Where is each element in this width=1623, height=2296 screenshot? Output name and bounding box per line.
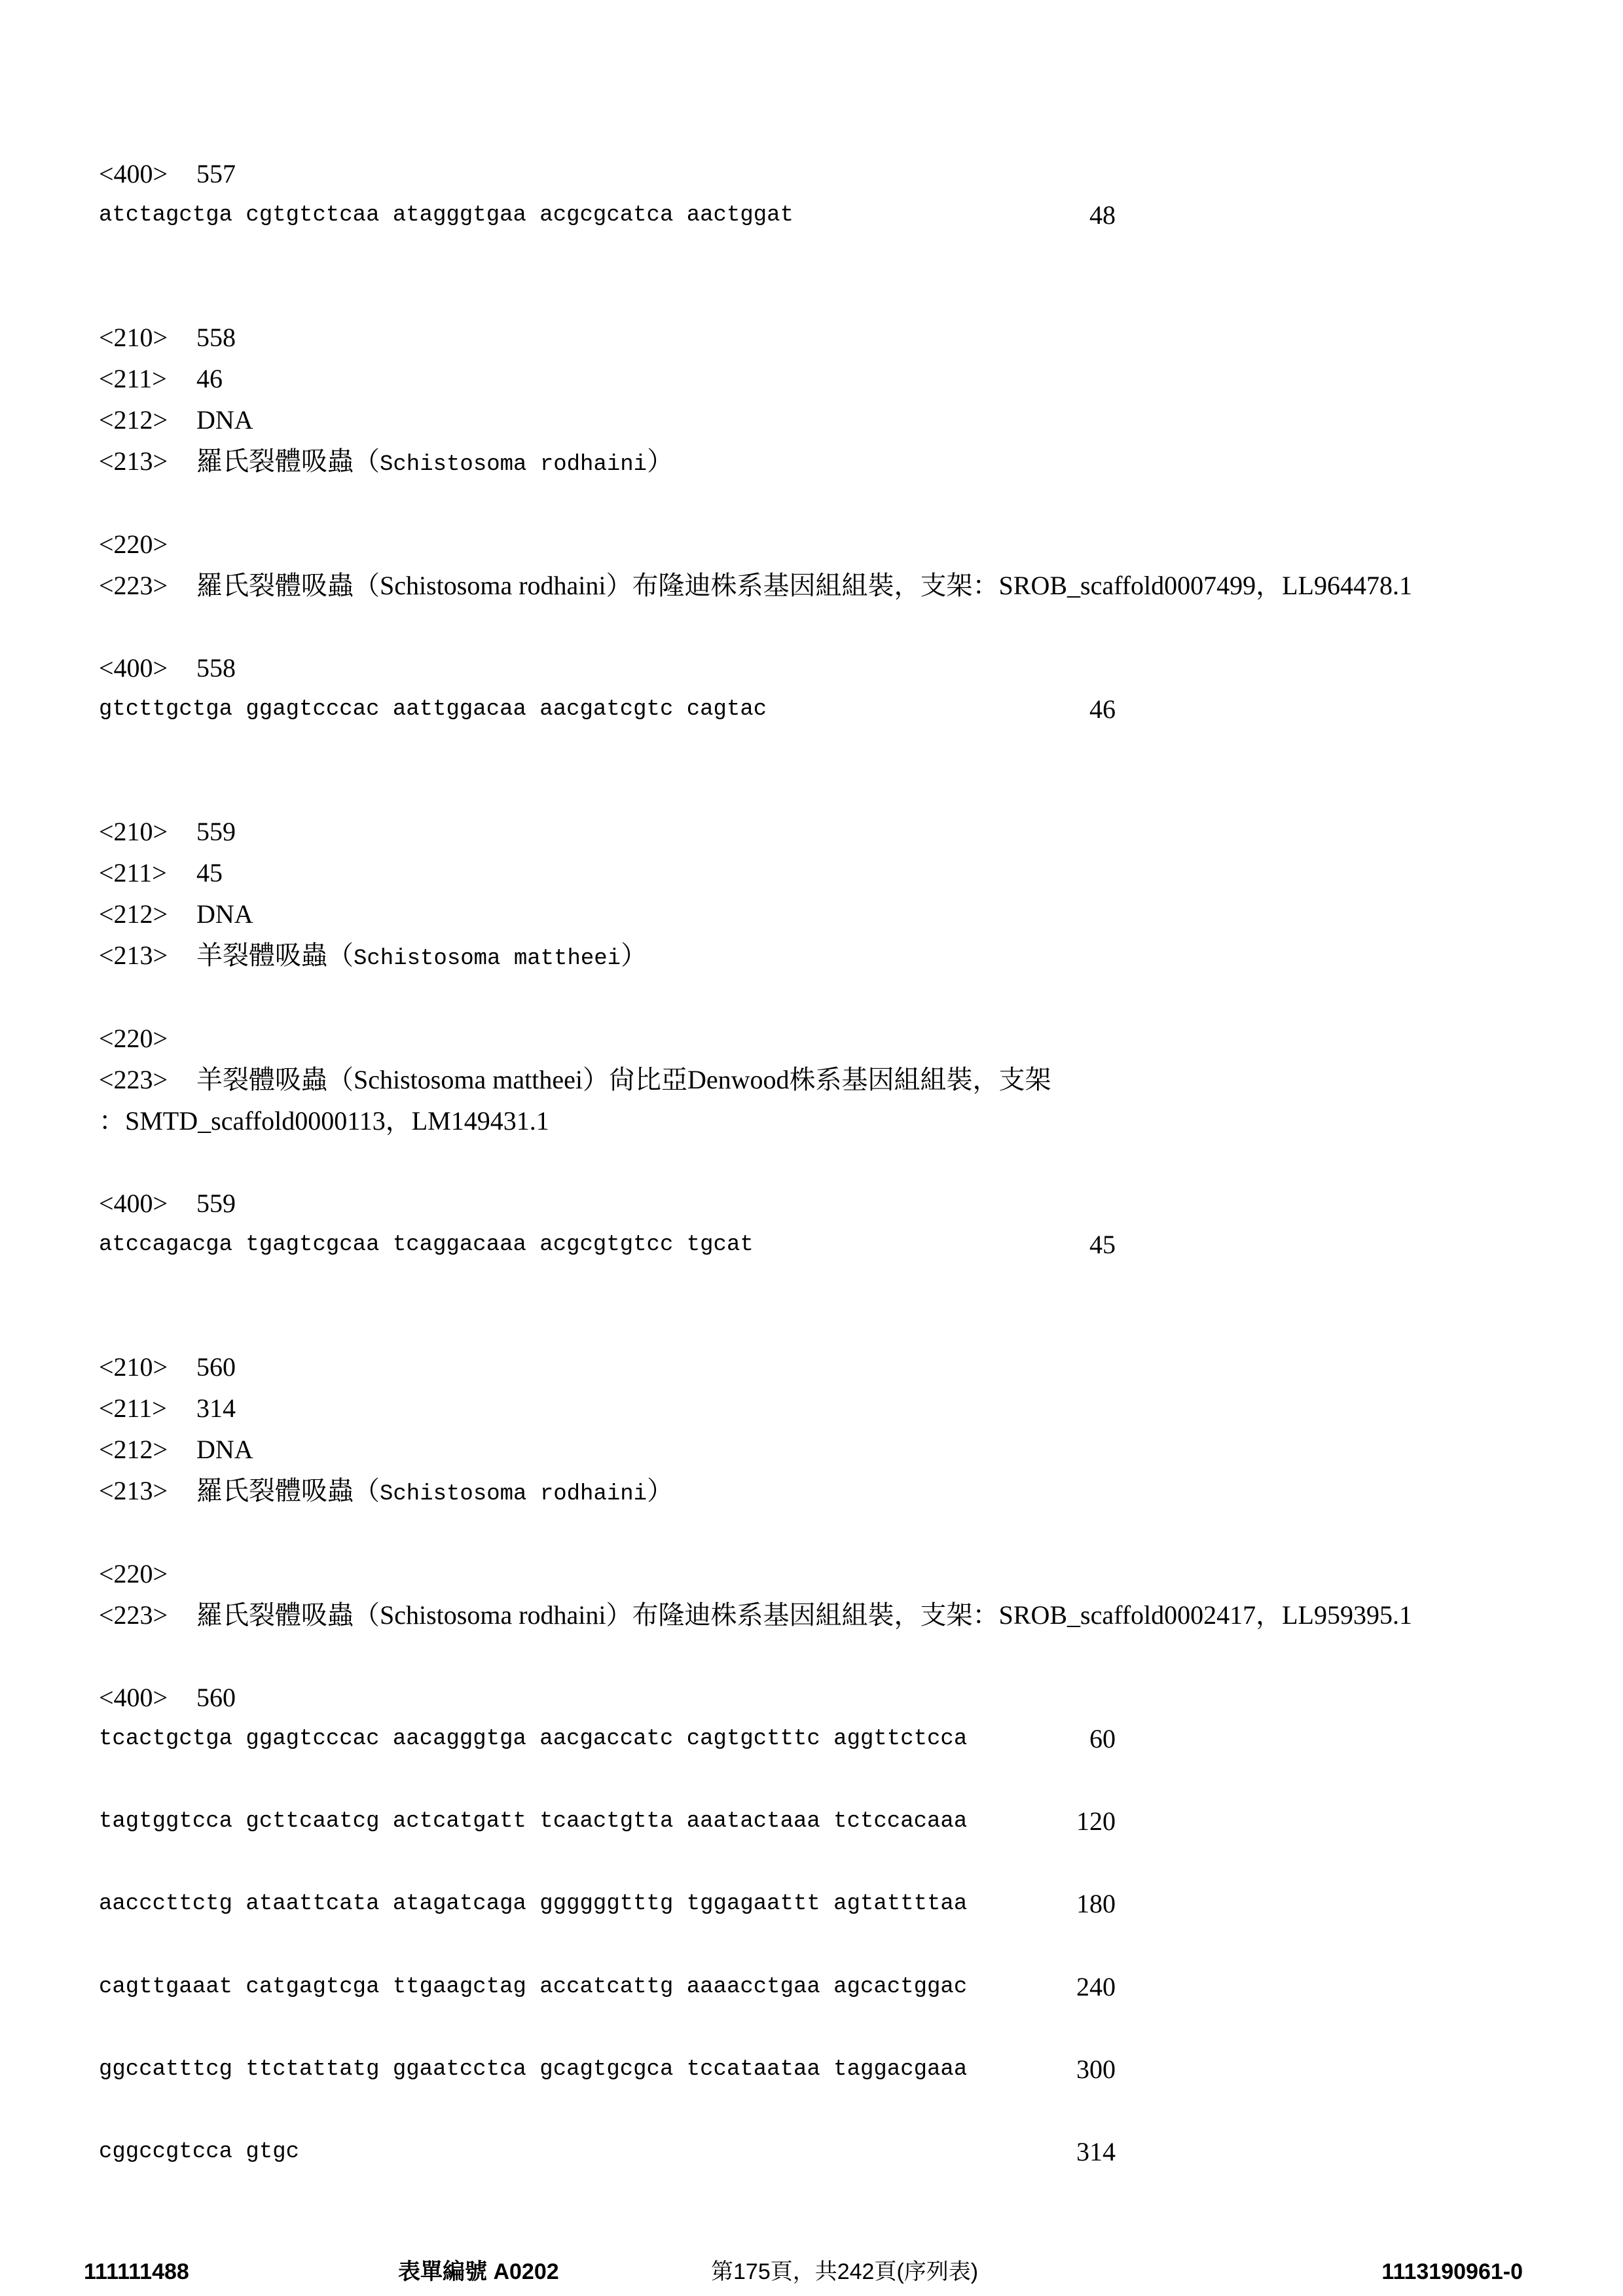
feature-text: 羅氏裂體吸蟲（Schistosoma rodhaini）布隆迪株系基因組組裝，支架：SROB_scaffold0007499，LL964478.1	[196, 571, 1412, 600]
footer-left-code: 111111488	[84, 2255, 189, 2288]
seq-id: 559	[196, 817, 236, 846]
field-211	[99, 363, 223, 395]
sequence-line: aacccttctg ataattcata atagatcaga ggggggtttg tggagaattt agtattttaa	[99, 1888, 967, 1920]
footer-form-number: 表單編號 A0202	[398, 2255, 559, 2288]
sequence-position: 120	[982, 1805, 1116, 1838]
organism-zh: 羊裂體吸蟲（	[196, 941, 354, 970]
sequence-position: 300	[982, 2053, 1116, 2086]
sequence-line: cggccgtcca gtgc	[99, 2136, 299, 2168]
field-212	[99, 404, 253, 437]
sequence-line: ggccatttcg ttctattatg ggaatcctca gcagtgcgca tccataataa taggacgaaa	[99, 2053, 967, 2086]
organism-en: Schistosoma rodhaini	[380, 452, 647, 477]
field-211	[99, 1392, 236, 1425]
seq-id: 559	[196, 1189, 236, 1218]
seq-type: DNA	[196, 1435, 253, 1464]
tag-400: <400>	[99, 1681, 196, 1714]
field-223	[99, 1599, 1412, 1632]
tag-400: <400>	[99, 652, 196, 685]
seq-length: 46	[196, 364, 223, 393]
sequence-line: gtcttgctga ggagtcccac aattggacaa aacgatcgtc cagtac	[99, 693, 767, 726]
tag-213: <213>	[99, 1475, 196, 1507]
field-213	[99, 939, 647, 972]
feature-text: 羅氏裂體吸蟲（Schistosoma rodhaini）布隆迪株系基因組組裝，支架：SROB_scaffold0002417，LL959395.1	[196, 1600, 1412, 1630]
field-223	[99, 1064, 1051, 1096]
tag-211: <211>	[99, 1392, 196, 1425]
field-400	[99, 1187, 236, 1220]
sequence-position: 46	[982, 693, 1116, 726]
sequence-line: cagttgaaat catgagtcga ttgaagctag accatcattg aaaacctgaa agcactggac	[99, 1971, 967, 2003]
organism-en: Schistosoma rodhaini	[380, 1482, 647, 1507]
field-220: <220>	[99, 1022, 168, 1055]
sequence-position: 314	[982, 2136, 1116, 2168]
feature-text: 羊裂體吸蟲（Schistosoma mattheei）尙比亞Denwood株系基因組組裝，支架	[196, 1065, 1051, 1094]
field-223	[99, 569, 1412, 602]
tag-213: <213>	[99, 445, 196, 478]
tag-211: <211>	[99, 363, 196, 395]
field-213	[99, 1475, 673, 1507]
organism-close: ）	[647, 446, 673, 476]
seq-id: 560	[196, 1683, 236, 1712]
seq-557-header	[99, 158, 236, 190]
tag-210: <210>	[99, 816, 196, 848]
footer-right-code: 1113190961-0	[1381, 2255, 1523, 2288]
seq-id: 558	[196, 653, 236, 683]
organism-close: ）	[621, 941, 647, 970]
field-213	[99, 445, 673, 478]
sequence-position: 60	[982, 1723, 1116, 1755]
seq-type: DNA	[196, 899, 253, 929]
feature-text-continued: ：SMTD_scaffold0000113，LM149431.1	[99, 1105, 549, 1138]
field-220: <220>	[99, 1558, 168, 1590]
sequence-position: 48	[982, 199, 1116, 232]
field-210	[99, 816, 236, 848]
tag-210: <210>	[99, 321, 196, 354]
organism-zh: 羅氏裂體吸蟲（	[196, 1476, 380, 1505]
tag-223: <223>	[99, 569, 196, 602]
tag-211: <211>	[99, 857, 196, 889]
field-220: <220>	[99, 528, 168, 561]
seq-length: 314	[196, 1393, 236, 1423]
seq-id: 560	[196, 1352, 236, 1382]
field-212	[99, 898, 253, 931]
sequence-line: tagtggtcca gcttcaatcg actcatgatt tcaactgtta aaatactaaa tctccacaaa	[99, 1805, 967, 1838]
seq-length: 45	[196, 858, 223, 888]
tag-213: <213>	[99, 939, 196, 972]
tag-400: <400>	[99, 158, 196, 190]
footer-page-info: 第175頁，共242頁(序列表)	[711, 2255, 978, 2288]
field-400	[99, 652, 236, 685]
sequence-position: 45	[982, 1229, 1116, 1261]
sequence-position: 180	[982, 1888, 1116, 1920]
organism-zh: 羅氏裂體吸蟲（	[196, 446, 380, 476]
seq-id: 557	[196, 159, 236, 188]
tag-223: <223>	[99, 1599, 196, 1632]
tag-212: <212>	[99, 404, 196, 437]
sequence-position: 240	[982, 1971, 1116, 2003]
organism-close: ）	[647, 1476, 673, 1505]
tag-212: <212>	[99, 898, 196, 931]
tag-223: <223>	[99, 1064, 196, 1096]
tag-400: <400>	[99, 1187, 196, 1220]
field-212	[99, 1433, 253, 1466]
seq-type: DNA	[196, 405, 253, 435]
organism-en: Schistosoma mattheei	[354, 946, 621, 971]
tag-212: <212>	[99, 1433, 196, 1466]
tag-210: <210>	[99, 1351, 196, 1384]
field-210	[99, 1351, 236, 1384]
field-211	[99, 857, 223, 889]
sequence-line: atccagacga tgagtcgcaa tcaggacaaa acgcgtgtcc tgcat	[99, 1229, 754, 1261]
field-210	[99, 321, 236, 354]
sequence-line: tcactgctga ggagtcccac aacagggtga aacgaccatc cagtgctttc aggttctcca	[99, 1723, 967, 1755]
sequence-line: atctagctga cgtgtctcaa atagggtgaa acgcgcatca aactggat	[99, 199, 793, 232]
seq-id: 558	[196, 323, 236, 352]
field-400	[99, 1681, 236, 1714]
